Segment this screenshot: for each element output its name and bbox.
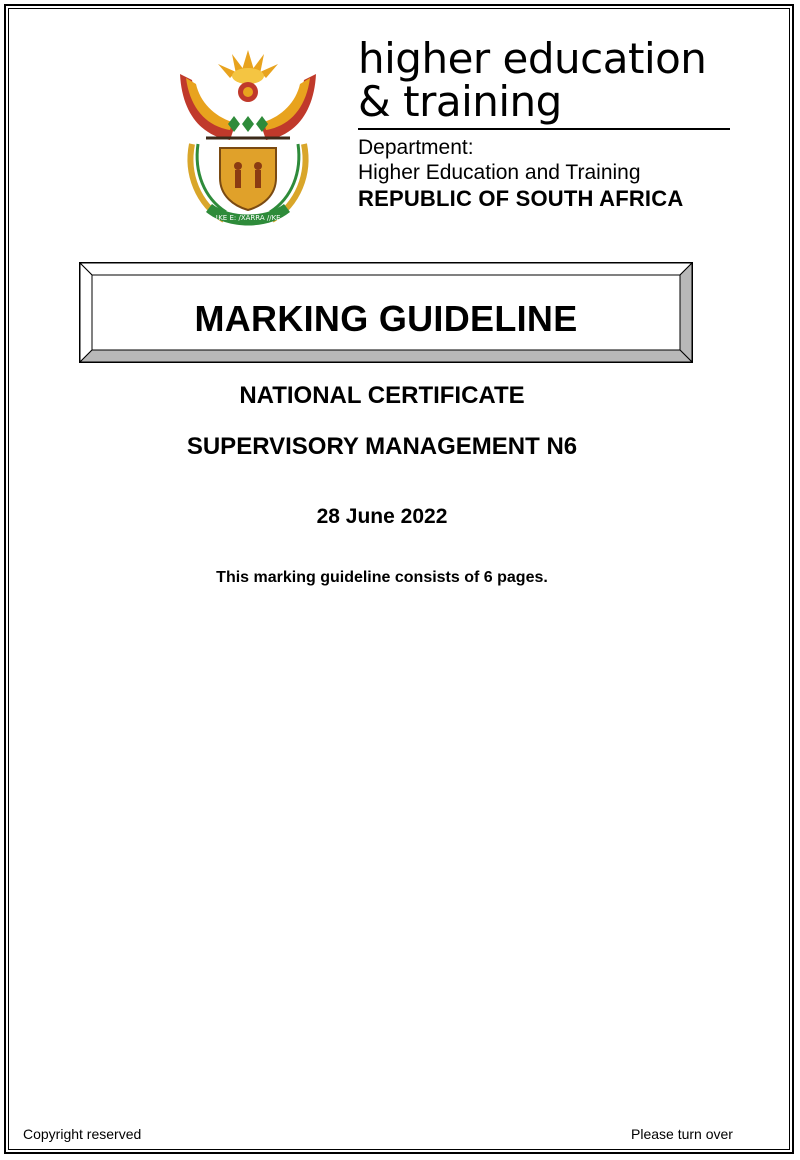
department-logotype	[358, 34, 738, 126]
logo-divider	[358, 128, 730, 130]
department-name: Higher Education and Training	[358, 161, 641, 184]
qualification-heading: NATIONAL CERTIFICATE	[239, 382, 525, 409]
exam-date: 28 June 2022	[316, 505, 448, 528]
footer-turn-over: Please turn over	[631, 1126, 733, 1142]
page-count-note: This marking guideline consists of 6 pages.	[216, 569, 548, 586]
logo-line-1: higher education	[358, 34, 707, 83]
svg-text:!KE E: /XARRA //KE: !KE E: /XARRA //KE	[215, 214, 281, 222]
document-title: MARKING GUIDELINE	[194, 298, 578, 339]
subject-heading: SUPERVISORY MANAGEMENT N6	[186, 433, 578, 460]
logo-line-2: & training	[358, 77, 562, 126]
footer-copyright: Copyright reserved	[23, 1126, 142, 1142]
coat-of-arms-icon	[172, 44, 324, 230]
country-name: REPUBLIC OF SOUTH AFRICA	[358, 186, 684, 211]
department-label: Department:	[358, 136, 474, 159]
